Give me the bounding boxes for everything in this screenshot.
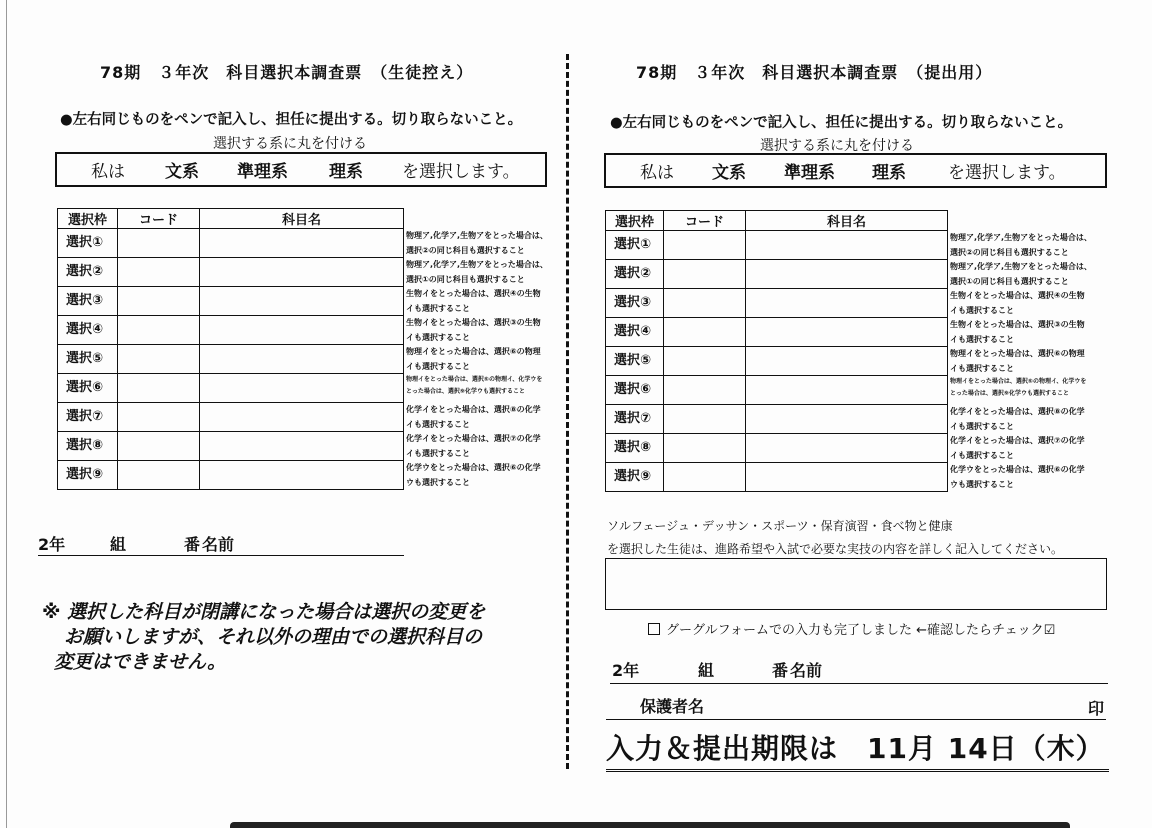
slot-label: 選択⑨ [58,461,118,490]
note: 生物イをとった場合は、選択④の生物 イも選択すること [950,291,1085,315]
seal-label: 印 [1087,699,1104,718]
slot-label: 選択⑧ [58,432,118,461]
slot-label: 選択④ [58,316,118,345]
code-cell[interactable] [664,289,746,318]
code-cell[interactable] [664,260,746,289]
table-row [606,347,948,376]
subject-cell[interactable] [746,463,948,492]
note: 物理ア,化学ア,生物アをとった場合は、 選択①の同じ科目も選択すること [950,262,1092,286]
table-row [58,374,404,403]
note: 化学ウをとった場合は、選択⑥の化学 ウも選択すること [406,463,541,487]
left-course-choice-box [55,152,547,187]
form-complete-checkbox[interactable] [648,623,660,635]
left-instruction: ●左右同じものをペンで記入し、担任に提出する。切り取らないこと。 [60,112,523,128]
header-subject: 科目名 [746,211,948,231]
google-form-check-row [648,619,1055,638]
guardian-label: 保護者名 [640,697,705,716]
slot-label: 選択⑧ [606,434,664,463]
kumi-label: 組 [110,535,127,554]
note: 物理ア,化学ア,生物アをとった場合は、 選択①の同じ科目も選択すること [406,260,548,284]
subject-cell[interactable] [746,405,948,434]
note: 生物イをとった場合は、選択③の生物 イも選択すること [950,320,1085,344]
slot-label: 選択③ [606,289,664,318]
subject-cell[interactable] [200,461,404,490]
name-label: 名前 [790,661,823,680]
subject-cell[interactable] [746,318,948,347]
note: 化学ウをとった場合は、選択⑥の化学 ウも選択すること [950,465,1085,489]
cut-line [566,54,569,769]
guardian-name-line[interactable] [606,694,1106,720]
right-instruction: ●左右同じものをペンで記入し、担任に提出する。切り取らないこと。 [610,115,1073,131]
table-row [58,403,404,432]
slot-label: 選択② [606,260,664,289]
code-cell[interactable] [118,258,200,287]
header-code: コード [118,209,200,229]
left-title: 78期 ３年次 科目選択本調査票 （生徒控え） [100,63,474,82]
note: 化学イをとった場合は、選択⑦の化学 イも選択すること [950,436,1085,460]
slot-label: 選択① [58,229,118,258]
code-cell[interactable] [664,347,746,376]
slot-label: 選択⑤ [58,345,118,374]
left-notes [406,229,548,490]
slot-label: 選択③ [58,287,118,316]
code-cell[interactable] [118,374,200,403]
subject-cell[interactable] [200,432,404,461]
subject-cell[interactable] [200,403,404,432]
note: 物理イをとった場合は、選択⑥の物理 イも選択すること [950,349,1085,373]
choice-bunkei[interactable]: 文系 [712,163,746,183]
grade-label: 2年 [612,661,640,680]
choice-i: 私は [91,162,125,182]
practical-details-box[interactable] [605,558,1107,610]
note: 化学イをとった場合は、選択⑦の化学 イも選択すること [406,434,541,458]
note: 物理イをとった場合は、選択⑤の物理イ、化学ウを とった場合は、選択⑨化学ウも選択すること [950,378,1087,397]
table-row [58,432,404,461]
choice-bunkei[interactable]: 文系 [165,162,199,182]
right-title: 78期 ３年次 科目選択本調査票 （提出用） [636,63,993,82]
header-slot: 選択枠 [606,211,664,231]
subject-cell[interactable] [746,376,948,405]
subject-cell[interactable] [200,287,404,316]
slot-label: 選択② [58,258,118,287]
slot-label: 選択⑥ [606,376,664,405]
code-cell[interactable] [118,345,200,374]
choice-junrikei[interactable]: 準理系 [237,162,288,182]
kumi-label: 組 [698,661,715,680]
note: 化学イをとった場合は、選択⑧の化学 イも選択すること [950,407,1085,431]
table-row [606,289,948,318]
check-label: グーグルフォームでの入力も完了しました ←確認したらチェック [666,623,1044,638]
change-warning: ※ 選択した科目が閉講になった場合は選択の変更を お願いしますが、それ以外の理由での選択科目の 変更はできません。 [42,601,486,673]
right-class-line[interactable] [610,658,1108,684]
code-cell[interactable] [118,461,200,490]
subject-cell[interactable] [200,258,404,287]
code-cell[interactable] [118,432,200,461]
code-cell[interactable] [118,403,200,432]
name-label: 名前 [202,535,235,554]
submission-deadline: 入力＆提出期限は 11月 14日（木） [606,727,1109,772]
table-row [58,258,404,287]
code-cell[interactable] [664,463,746,492]
subject-cell[interactable] [746,231,948,260]
table-row [606,405,948,434]
code-cell[interactable] [118,316,200,345]
header-code: コード [664,211,746,231]
practical-instruction-line: を選択した生徒は、進路希望や入試で必要な実技の内容を詳しく記入してください。 [607,542,1064,556]
note: 物理ア,化学ア,生物アをとった場合は、 選択②の同じ科目も選択すること [406,231,548,255]
table-row [58,345,404,374]
bangou-label: 番 [184,535,201,554]
subject-cell[interactable] [746,289,948,318]
code-cell[interactable] [664,434,746,463]
header-subject: 科目名 [200,209,404,229]
slot-label: 選択⑨ [606,463,664,492]
practical-subjects-line: ソルフェージュ・デッサン・スポーツ・保育演習・食べ物と健康 [607,519,953,533]
table-row [606,434,948,463]
right-circle-instruction: 選択する系に丸を付ける [760,138,914,154]
left-subject-table [57,208,404,490]
choice-select: を選択します。 [948,163,1066,183]
table-row [606,260,948,289]
choice-select: を選択します。 [402,162,520,182]
grade-label: 2年 [38,535,66,554]
note: 物理イをとった場合は、選択⑥の物理 イも選択すること [406,347,541,371]
table-row [606,463,948,492]
table-row [58,229,404,258]
table-row [606,318,948,347]
table-row [606,376,948,405]
table-row [58,461,404,490]
right-subject-table [605,210,948,492]
slot-label: 選択⑥ [58,374,118,403]
note: 物理イをとった場合は、選択⑤の物理イ、化学ウを とった場合は、選択⑨化学ウも選択すること [406,376,543,395]
page-edge [6,0,7,828]
choice-i: 私は [640,163,674,183]
table-row [606,231,948,260]
note: 生物イをとった場合は、選択④の生物 イも選択すること [406,289,541,313]
subject-cell[interactable] [746,260,948,289]
left-class-line[interactable] [38,532,404,556]
right-course-choice-box [604,153,1107,188]
choice-rikei[interactable]: 理系 [329,162,363,182]
code-cell[interactable] [118,229,200,258]
subject-cell[interactable] [200,316,404,345]
slot-label: 選択⑤ [606,347,664,376]
bangou-label: 番 [772,661,789,680]
code-cell[interactable] [664,231,746,260]
slot-label: 選択⑦ [606,405,664,434]
code-cell[interactable] [664,405,746,434]
slot-label: 選択④ [606,318,664,347]
subject-cell[interactable] [746,434,948,463]
note: 生物イをとった場合は、選択③の生物 イも選択すること [406,318,541,342]
code-cell[interactable] [118,287,200,316]
right-notes [950,231,1102,492]
table-row [58,287,404,316]
code-cell[interactable] [664,376,746,405]
table-row [58,316,404,345]
subject-cell[interactable] [200,345,404,374]
subject-cell[interactable] [200,229,404,258]
choice-rikei[interactable]: 理系 [872,163,906,183]
left-circle-instruction: 選択する系に丸を付ける [213,136,367,152]
slot-label: 選択① [606,231,664,260]
note: 物理ア,化学ア,生物アをとった場合は、 選択②の同じ科目も選択すること [950,233,1092,257]
note: 化学イをとった場合は、選択⑧の化学 イも選択すること [406,405,541,429]
header-slot: 選択枠 [58,209,118,229]
checked-box-icon: ☑ [1043,623,1056,638]
choice-junrikei[interactable]: 準理系 [784,163,835,183]
scan-shadow [230,822,1070,828]
slot-label: 選択⑦ [58,403,118,432]
subject-cell[interactable] [746,347,948,376]
code-cell[interactable] [664,318,746,347]
subject-cell[interactable] [200,374,404,403]
